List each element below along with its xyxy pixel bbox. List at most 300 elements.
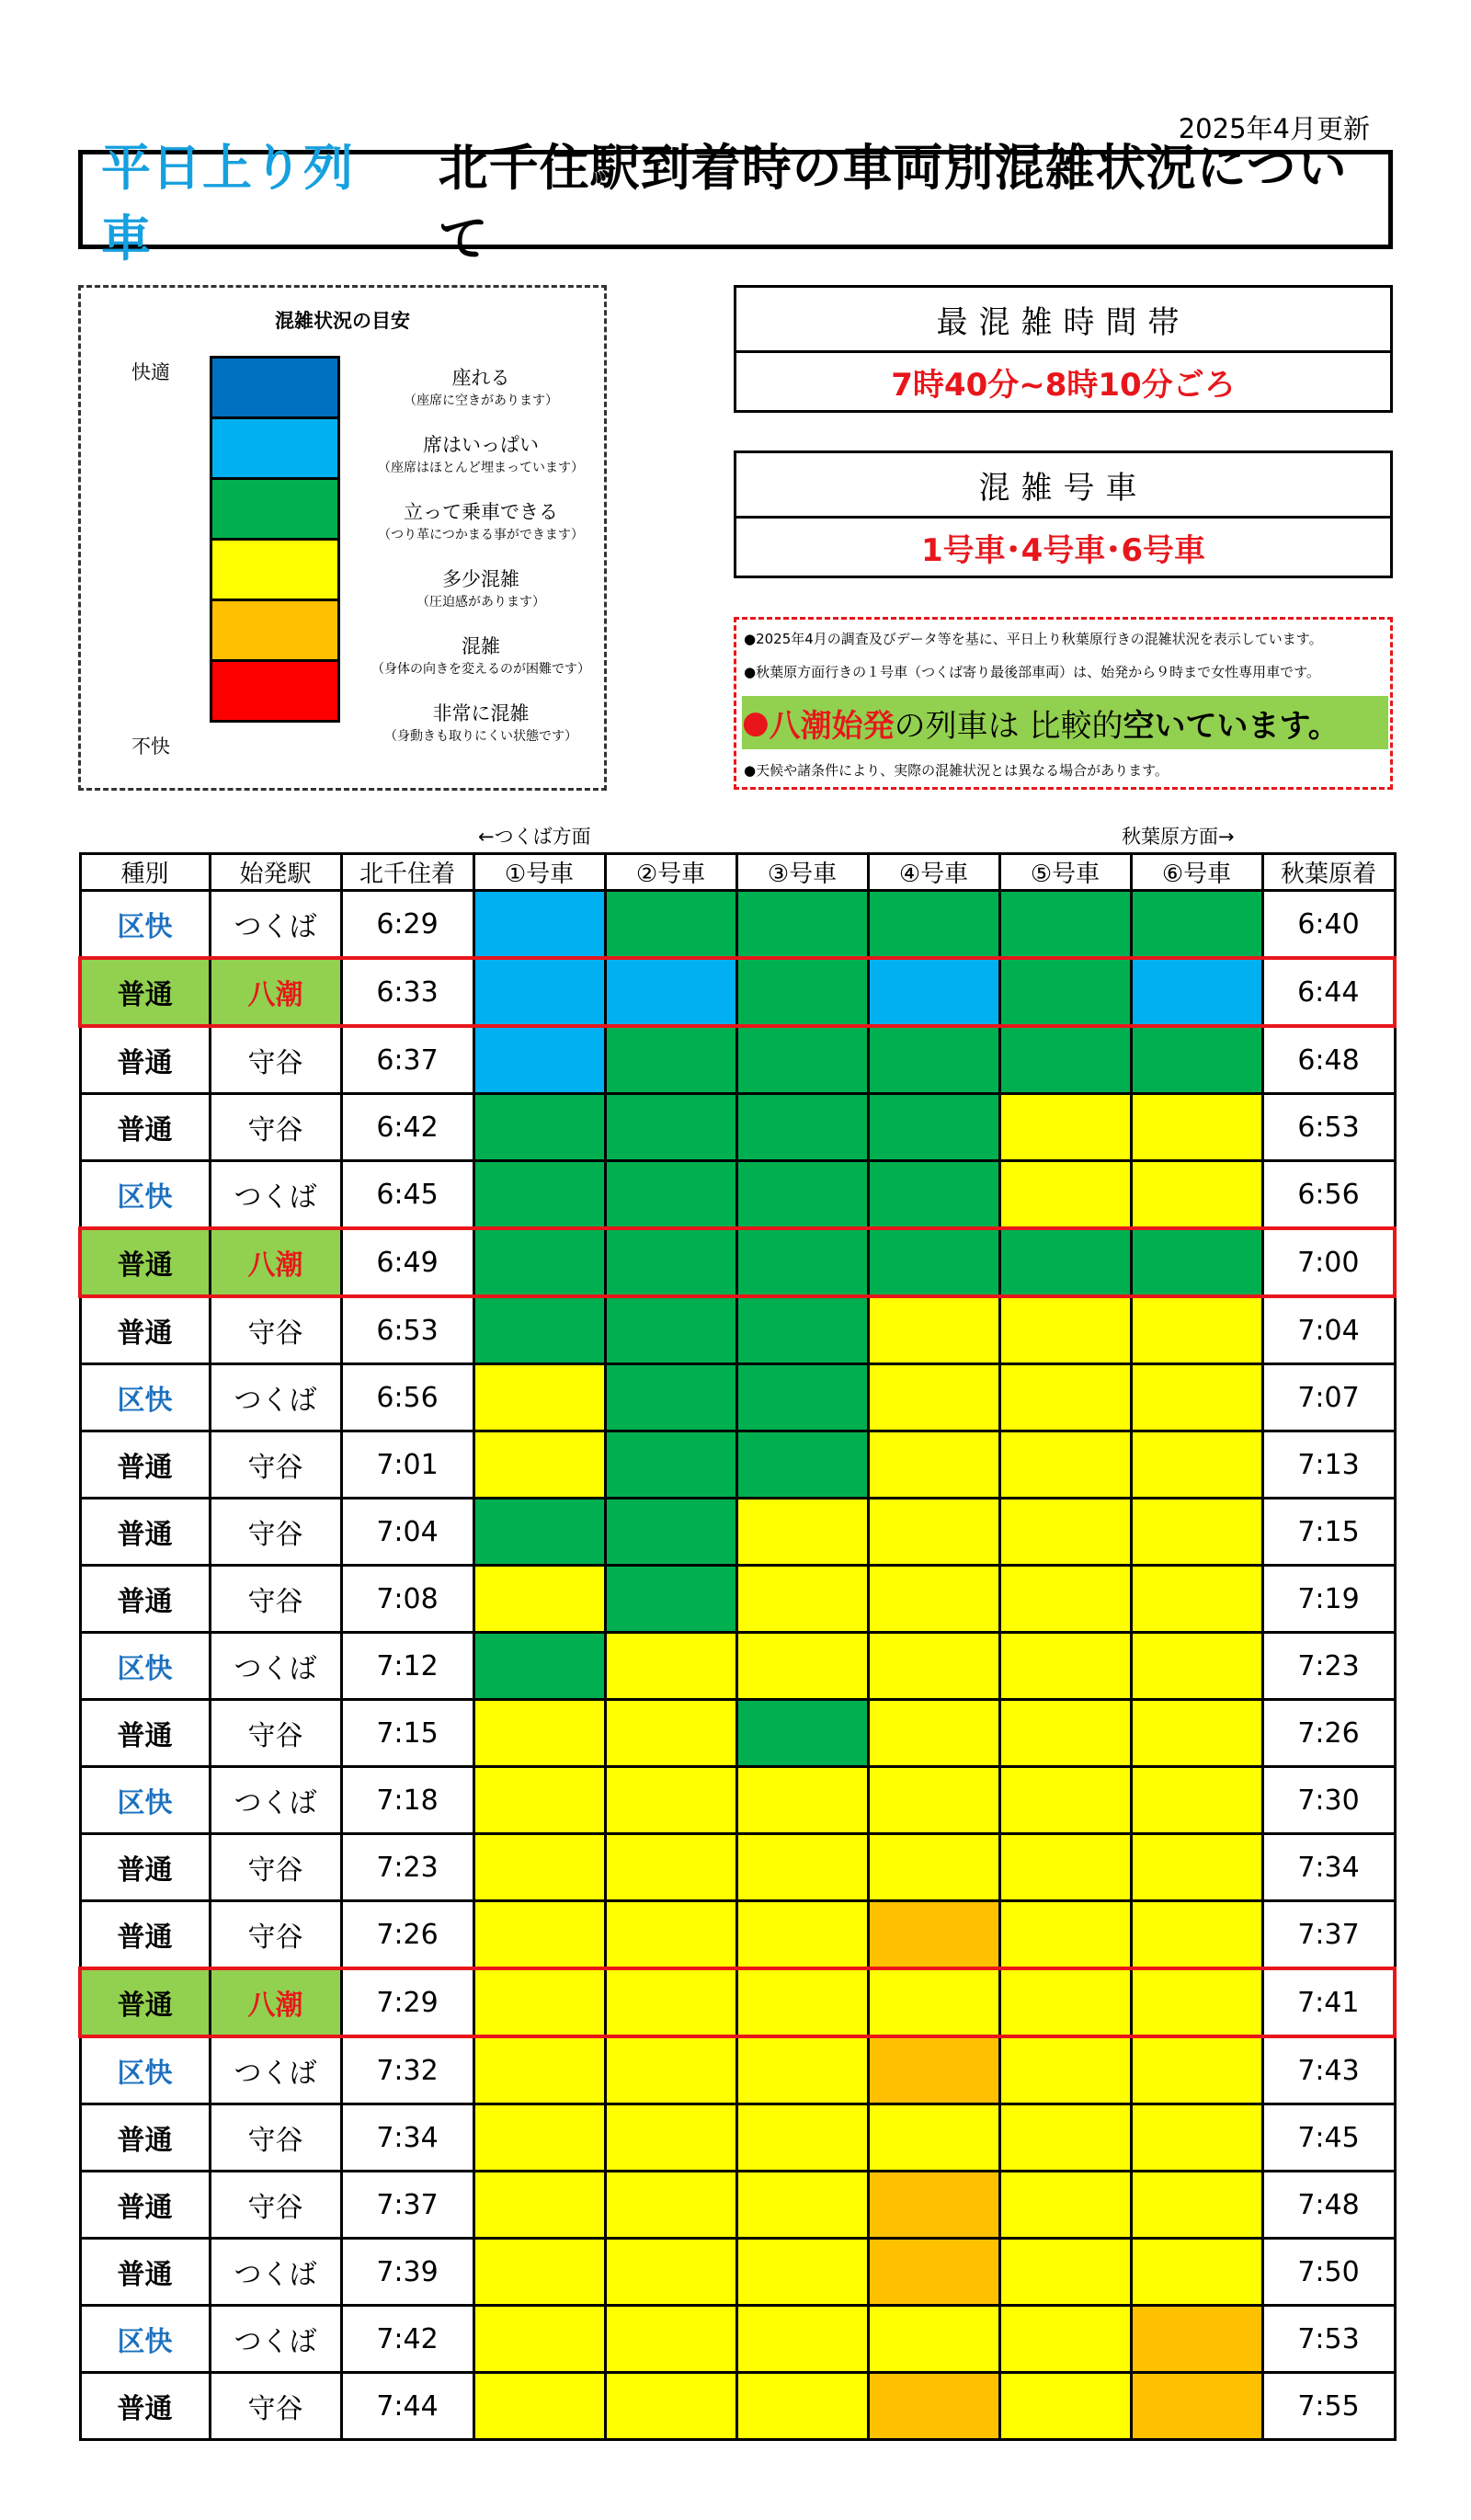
- car-5-congestion-cell: [999, 2373, 1131, 2440]
- car-1-congestion-cell: [473, 1633, 605, 1700]
- origin-station-cell: 守谷: [210, 1499, 341, 1566]
- train-type-cell: 普通: [80, 1499, 210, 1566]
- kitasenju-arrival-cell: 7:42: [341, 2306, 473, 2373]
- table-row: [80, 2306, 1395, 2373]
- legend-swatch-level-4: [210, 538, 340, 601]
- car-5-congestion-cell: [999, 891, 1131, 959]
- car-2-congestion-cell: [605, 1094, 736, 1161]
- peak-time-box: [734, 285, 1393, 413]
- origin-station-cell: つくば: [210, 2036, 341, 2104]
- car-6-congestion-cell: [1131, 2036, 1262, 2104]
- akihabara-arrival-cell: 7:15: [1262, 1499, 1395, 1566]
- car-3-congestion-cell: [736, 1364, 868, 1431]
- kitasenju-arrival-cell: 6:33: [341, 958, 473, 1026]
- train-type-cell: 普通: [80, 1026, 210, 1094]
- table-row: [80, 1834, 1395, 1901]
- direction-akihabara: 秋葉原方面→: [1122, 826, 1235, 848]
- train-type-cell: 区快: [80, 1633, 210, 1700]
- akihabara-arrival-cell: 6:53: [1262, 1094, 1395, 1161]
- kitasenju-arrival-cell: 6:56: [341, 1364, 473, 1431]
- header-type: 種別: [80, 854, 210, 891]
- car-2-congestion-cell: [605, 1161, 736, 1229]
- car-3-congestion-cell: [736, 958, 868, 1026]
- train-type-cell: 区快: [80, 1767, 210, 1834]
- car-2-congestion-cell: [605, 891, 736, 959]
- car-6-congestion-cell: [1131, 1026, 1262, 1094]
- car-5-congestion-cell: [999, 1834, 1131, 1901]
- car-4-congestion-cell: [868, 891, 999, 959]
- table-row: [80, 1161, 1395, 1229]
- yashio-highlight-note: [742, 696, 1388, 749]
- origin-station-cell: 守谷: [210, 1026, 341, 1094]
- kitasenju-arrival-cell: 6:42: [341, 1094, 473, 1161]
- legend-swatch-level-5: [210, 599, 340, 662]
- akihabara-arrival-cell: 7:30: [1262, 1767, 1395, 1834]
- car-4-congestion-cell: [868, 1094, 999, 1161]
- legend-swatch-level-3: [210, 477, 340, 541]
- legend-label-level-5: 混雑: [462, 635, 500, 657]
- car-5-congestion-cell: [999, 1968, 1131, 2036]
- car-2-congestion-cell: [605, 1901, 736, 1969]
- car-2-congestion-cell: [605, 2036, 736, 2104]
- car-4-congestion-cell: [868, 2373, 999, 2440]
- car-5-congestion-cell: [999, 2172, 1131, 2239]
- car-1-congestion-cell: [473, 1026, 605, 1094]
- car-6-congestion-cell: [1131, 2172, 1262, 2239]
- origin-station-cell: 守谷: [210, 1834, 341, 1901]
- car-4-congestion-cell: [868, 1296, 999, 1364]
- legend-label-level-1: 座れる: [451, 367, 510, 389]
- car-2-congestion-cell: [605, 2104, 736, 2172]
- note-women-only-car: ●秋葉原方面行きの１号車（つくば寄り最後部車両）は、始発から９時まで女性専用車です。: [744, 664, 1320, 680]
- car-4-congestion-cell: [868, 1161, 999, 1229]
- car-1-congestion-cell: [473, 1161, 605, 1229]
- car-2-congestion-cell: [605, 1364, 736, 1431]
- header-kitasenju-arrival: 北千住着: [341, 854, 473, 891]
- car-4-congestion-cell: [868, 1633, 999, 1700]
- origin-station-cell: 守谷: [210, 1901, 341, 1969]
- legend-label-level-4: 多少混雑: [442, 568, 519, 590]
- car-1-congestion-cell: [473, 1767, 605, 1834]
- car-1-congestion-cell: [473, 1431, 605, 1499]
- car-2-congestion-cell: [605, 1566, 736, 1633]
- car-4-congestion-cell: [868, 1228, 999, 1296]
- car-1-congestion-cell: [473, 2036, 605, 2104]
- kitasenju-arrival-cell: 7:32: [341, 2036, 473, 2104]
- car-4-congestion-cell: [868, 2172, 999, 2239]
- car-1-congestion-cell: [473, 2104, 605, 2172]
- train-type-cell: 普通: [80, 1228, 210, 1296]
- akihabara-arrival-cell: 7:00: [1262, 1228, 1395, 1296]
- car-3-congestion-cell: [736, 1566, 868, 1633]
- header-car-2: ②号車: [605, 854, 736, 891]
- car-1-congestion-cell: [473, 2306, 605, 2373]
- car-6-congestion-cell: [1131, 1364, 1262, 1431]
- car-6-congestion-cell: [1131, 891, 1262, 959]
- train-type-cell: 区快: [80, 1161, 210, 1229]
- origin-station-cell: 守谷: [210, 1296, 341, 1364]
- car-4-congestion-cell: [868, 1700, 999, 1767]
- kitasenju-arrival-cell: 7:44: [341, 2373, 473, 2440]
- legend-label-level-3: 立って乗車できる: [404, 501, 558, 523]
- car-6-congestion-cell: [1131, 1499, 1262, 1566]
- header-car-4: ④号車: [868, 854, 999, 891]
- kitasenju-arrival-cell: 6:29: [341, 891, 473, 959]
- origin-station-cell: 八潮: [210, 1228, 341, 1296]
- origin-station-cell: つくば: [210, 2239, 341, 2306]
- header-car-5: ⑤号車: [999, 854, 1131, 891]
- train-type-cell: 普通: [80, 2104, 210, 2172]
- car-5-congestion-cell: [999, 2239, 1131, 2306]
- car-4-congestion-cell: [868, 2306, 999, 2373]
- car-1-congestion-cell: [473, 1901, 605, 1969]
- car-2-congestion-cell: [605, 958, 736, 1026]
- car-4-congestion-cell: [868, 1834, 999, 1901]
- car-3-congestion-cell: [736, 1431, 868, 1499]
- car-6-congestion-cell: [1131, 958, 1262, 1026]
- crowded-cars-heading: 混雑号車: [736, 453, 1390, 519]
- peak-time-value: 7時40分~8時10分ごろ: [891, 366, 1236, 404]
- car-3-congestion-cell: [736, 2239, 868, 2306]
- origin-station-cell: 守谷: [210, 1566, 341, 1633]
- highlight-yashio: 八潮始発: [769, 707, 895, 745]
- legend-swatch-level-6: [210, 659, 340, 723]
- train-type-cell: 普通: [80, 2239, 210, 2306]
- car-2-congestion-cell: [605, 1228, 736, 1296]
- car-2-congestion-cell: [605, 1296, 736, 1364]
- akihabara-arrival-cell: 7:37: [1262, 1901, 1395, 1969]
- car-6-congestion-cell: [1131, 1296, 1262, 1364]
- car-3-congestion-cell: [736, 1296, 868, 1364]
- origin-station-cell: つくば: [210, 2306, 341, 2373]
- kitasenju-arrival-cell: 7:26: [341, 1901, 473, 1969]
- car-5-congestion-cell: [999, 1901, 1131, 1969]
- table-row: [80, 2036, 1395, 2104]
- legend-sub-level-2: （座席はほとんど埋まっています）: [378, 461, 584, 475]
- car-3-congestion-cell: [736, 1161, 868, 1229]
- kitasenju-arrival-cell: 6:37: [341, 1026, 473, 1094]
- table-row: [80, 1431, 1395, 1499]
- car-5-congestion-cell: [999, 2104, 1131, 2172]
- page-title: [78, 139, 1393, 268]
- akihabara-arrival-cell: 7:50: [1262, 2239, 1395, 2306]
- car-6-congestion-cell: [1131, 1228, 1262, 1296]
- train-type-cell: 区快: [80, 891, 210, 959]
- origin-station-cell: 守谷: [210, 2172, 341, 2239]
- table-row: [80, 2104, 1395, 2172]
- car-2-congestion-cell: [605, 1431, 736, 1499]
- kitasenju-arrival-cell: 6:45: [341, 1161, 473, 1229]
- car-6-congestion-cell: [1131, 1161, 1262, 1229]
- table-row: [80, 2172, 1395, 2239]
- car-6-congestion-cell: [1131, 1968, 1262, 2036]
- table-row: [80, 958, 1395, 1026]
- kitasenju-arrival-cell: 7:34: [341, 2104, 473, 2172]
- car-5-congestion-cell: [999, 1767, 1131, 1834]
- car-5-congestion-cell: [999, 2306, 1131, 2373]
- origin-station-cell: 守谷: [210, 2373, 341, 2440]
- car-1-congestion-cell: [473, 1094, 605, 1161]
- car-2-congestion-cell: [605, 1968, 736, 2036]
- car-3-congestion-cell: [736, 1228, 868, 1296]
- kitasenju-arrival-cell: 7:37: [341, 2172, 473, 2239]
- header-car-6: ⑥号車: [1131, 854, 1262, 891]
- car-3-congestion-cell: [736, 1633, 868, 1700]
- train-type-cell: 区快: [80, 1364, 210, 1431]
- car-6-congestion-cell: [1131, 2373, 1262, 2440]
- car-5-congestion-cell: [999, 1364, 1131, 1431]
- origin-station-cell: 守谷: [210, 1094, 341, 1161]
- table-row: [80, 1296, 1395, 1364]
- car-5-congestion-cell: [999, 1161, 1131, 1229]
- train-type-cell: 普通: [80, 1968, 210, 2036]
- car-3-congestion-cell: [736, 2104, 868, 2172]
- car-1-congestion-cell: [473, 1968, 605, 2036]
- car-6-congestion-cell: [1131, 1633, 1262, 1700]
- akihabara-arrival-cell: 7:41: [1262, 1968, 1395, 2036]
- table-row: [80, 1228, 1395, 1296]
- car-4-congestion-cell: [868, 1499, 999, 1566]
- car-3-congestion-cell: [736, 1026, 868, 1094]
- kitasenju-arrival-cell: 7:15: [341, 1700, 473, 1767]
- car-5-congestion-cell: [999, 1700, 1131, 1767]
- car-3-congestion-cell: [736, 1767, 868, 1834]
- table-row: [80, 1566, 1395, 1633]
- highlight-text: の列車は 比較的: [894, 707, 1123, 745]
- origin-station-cell: つくば: [210, 1161, 341, 1229]
- highlight-empty: 空いています。: [1123, 707, 1340, 745]
- car-1-congestion-cell: [473, 1296, 605, 1364]
- car-3-congestion-cell: [736, 891, 868, 959]
- table-row: [80, 1767, 1395, 1834]
- car-5-congestion-cell: [999, 1228, 1131, 1296]
- akihabara-arrival-cell: 6:40: [1262, 891, 1395, 959]
- table-row: [80, 2373, 1395, 2440]
- car-2-congestion-cell: [605, 1499, 736, 1566]
- akihabara-arrival-cell: 7:55: [1262, 2373, 1395, 2440]
- kitasenju-arrival-cell: 7:18: [341, 1767, 473, 1834]
- akihabara-arrival-cell: 7:07: [1262, 1364, 1395, 1431]
- table-row: [80, 1700, 1395, 1767]
- car-3-congestion-cell: [736, 1834, 868, 1901]
- train-type-cell: 普通: [80, 2373, 210, 2440]
- crowded-cars-box: [734, 450, 1393, 578]
- legend-sub-level-4: （圧迫感があります）: [416, 595, 545, 610]
- table-row: [80, 891, 1395, 959]
- car-1-congestion-cell: [473, 1228, 605, 1296]
- updated-date: 2025年4月更新: [1178, 113, 1370, 144]
- car-3-congestion-cell: [736, 1700, 868, 1767]
- akihabara-arrival-cell: 6:44: [1262, 958, 1395, 1026]
- akihabara-arrival-cell: 7:23: [1262, 1633, 1395, 1700]
- kitasenju-arrival-cell: 7:04: [341, 1499, 473, 1566]
- origin-station-cell: 守谷: [210, 1700, 341, 1767]
- akihabara-arrival-cell: 7:26: [1262, 1700, 1395, 1767]
- car-4-congestion-cell: [868, 2036, 999, 2104]
- car-1-congestion-cell: [473, 1364, 605, 1431]
- train-type-cell: 普通: [80, 1431, 210, 1499]
- title-main: 北千住駅到着時の車両別混雑状況について: [438, 139, 1348, 268]
- legend-sub-level-1: （座席に空きがあります）: [404, 393, 558, 408]
- car-3-congestion-cell: [736, 1499, 868, 1566]
- car-2-congestion-cell: [605, 2239, 736, 2306]
- table-row: [80, 1364, 1395, 1431]
- car-4-congestion-cell: [868, 1566, 999, 1633]
- title-category: 平日上り列車: [101, 139, 354, 268]
- car-4-congestion-cell: [868, 1901, 999, 1969]
- car-4-congestion-cell: [868, 1767, 999, 1834]
- akihabara-arrival-cell: 7:48: [1262, 2172, 1395, 2239]
- car-1-congestion-cell: [473, 1834, 605, 1901]
- table-row: [80, 1094, 1395, 1161]
- train-type-cell: 普通: [80, 1094, 210, 1161]
- highlight-bullet: ●: [742, 704, 770, 741]
- kitasenju-arrival-cell: 7:39: [341, 2239, 473, 2306]
- car-6-congestion-cell: [1131, 1834, 1262, 1901]
- congestion-table: [78, 852, 1397, 2441]
- crowded-cars-value: 1号車･4号車･6号車: [921, 531, 1205, 569]
- car-5-congestion-cell: [999, 1566, 1131, 1633]
- car-2-congestion-cell: [605, 2306, 736, 2373]
- akihabara-arrival-cell: 7:43: [1262, 2036, 1395, 2104]
- car-1-congestion-cell: [473, 1700, 605, 1767]
- header-origin: 始発駅: [210, 854, 341, 891]
- table-row: [80, 1026, 1395, 1094]
- car-4-congestion-cell: [868, 1364, 999, 1431]
- train-type-cell: 普通: [80, 2172, 210, 2239]
- car-2-congestion-cell: [605, 1767, 736, 1834]
- kitasenju-arrival-cell: 6:49: [341, 1228, 473, 1296]
- legend-title: 混雑状況の目安: [275, 310, 410, 332]
- akihabara-arrival-cell: 7:04: [1262, 1296, 1395, 1364]
- car-3-congestion-cell: [736, 2172, 868, 2239]
- car-2-congestion-cell: [605, 2172, 736, 2239]
- akihabara-arrival-cell: 7:19: [1262, 1566, 1395, 1633]
- train-type-cell: 普通: [80, 958, 210, 1026]
- legend-sub-level-5: （身体の向きを変えるのが困難です）: [371, 662, 590, 677]
- car-2-congestion-cell: [605, 2373, 736, 2440]
- car-5-congestion-cell: [999, 958, 1131, 1026]
- legend-sub-level-3: （つり革につかまる事ができます）: [378, 528, 584, 542]
- note-survey: ●2025年4月の調査及びデータ等を基に、平日上り秋葉原行きの混雑状況を表示しています。: [744, 631, 1323, 647]
- kitasenju-arrival-cell: 7:23: [341, 1834, 473, 1901]
- car-5-congestion-cell: [999, 1094, 1131, 1161]
- origin-station-cell: つくば: [210, 1767, 341, 1834]
- congestion-legend: [78, 285, 607, 791]
- table-row: [80, 1633, 1395, 1700]
- origin-station-cell: 八潮: [210, 1968, 341, 2036]
- car-5-congestion-cell: [999, 1633, 1131, 1700]
- akihabara-arrival-cell: 7:34: [1262, 1834, 1395, 1901]
- car-6-congestion-cell: [1131, 1566, 1262, 1633]
- car-6-congestion-cell: [1131, 2104, 1262, 2172]
- legend-label-level-6: 非常に混雑: [432, 702, 530, 724]
- akihabara-arrival-cell: 7:53: [1262, 2306, 1395, 2373]
- legend-swatch-level-1: [210, 356, 340, 419]
- kitasenju-arrival-cell: 7:29: [341, 1968, 473, 2036]
- car-6-congestion-cell: [1131, 1431, 1262, 1499]
- car-6-congestion-cell: [1131, 2239, 1262, 2306]
- car-4-congestion-cell: [868, 958, 999, 1026]
- car-6-congestion-cell: [1131, 1094, 1262, 1161]
- car-6-congestion-cell: [1131, 2306, 1262, 2373]
- car-2-congestion-cell: [605, 1633, 736, 1700]
- origin-station-cell: 守谷: [210, 2104, 341, 2172]
- car-1-congestion-cell: [473, 958, 605, 1026]
- legend-comfortable-label: 快適: [131, 361, 170, 383]
- peak-time-heading: 最混雑時間帯: [736, 288, 1390, 353]
- car-4-congestion-cell: [868, 1431, 999, 1499]
- train-type-cell: 区快: [80, 2306, 210, 2373]
- car-3-congestion-cell: [736, 2306, 868, 2373]
- origin-station-cell: 守谷: [210, 1431, 341, 1499]
- train-type-cell: 普通: [80, 1566, 210, 1633]
- car-4-congestion-cell: [868, 1026, 999, 1094]
- notes-box: [734, 617, 1393, 790]
- car-4-congestion-cell: [868, 2239, 999, 2306]
- legend-label-level-2: 席はいっぱい: [423, 434, 539, 456]
- car-2-congestion-cell: [605, 1026, 736, 1094]
- train-type-cell: 普通: [80, 1901, 210, 1969]
- train-type-cell: 普通: [80, 1834, 210, 1901]
- car-1-congestion-cell: [473, 2239, 605, 2306]
- car-1-congestion-cell: [473, 891, 605, 959]
- car-4-congestion-cell: [868, 2104, 999, 2172]
- origin-station-cell: つくば: [210, 1364, 341, 1431]
- akihabara-arrival-cell: 7:13: [1262, 1431, 1395, 1499]
- header-akihabara-arrival: 秋葉原着: [1262, 854, 1395, 891]
- train-type-cell: 普通: [80, 1700, 210, 1767]
- table-row: [80, 2239, 1395, 2306]
- akihabara-arrival-cell: 6:48: [1262, 1026, 1395, 1094]
- car-1-congestion-cell: [473, 2373, 605, 2440]
- car-1-congestion-cell: [473, 1499, 605, 1566]
- origin-station-cell: つくば: [210, 891, 341, 959]
- akihabara-arrival-cell: 6:56: [1262, 1161, 1395, 1229]
- car-5-congestion-cell: [999, 1431, 1131, 1499]
- car-1-congestion-cell: [473, 2172, 605, 2239]
- akihabara-arrival-cell: 7:45: [1262, 2104, 1395, 2172]
- car-6-congestion-cell: [1131, 1901, 1262, 1969]
- header-car-1: ①号車: [473, 854, 605, 891]
- car-3-congestion-cell: [736, 1901, 868, 1969]
- car-3-congestion-cell: [736, 2373, 868, 2440]
- kitasenju-arrival-cell: 7:01: [341, 1431, 473, 1499]
- train-type-cell: 普通: [80, 1296, 210, 1364]
- table-header-row: [80, 854, 1395, 891]
- car-2-congestion-cell: [605, 1700, 736, 1767]
- note-disclaimer: ●天候や諸条件により、実際の混雑状況とは異なる場合があります。: [744, 762, 1169, 779]
- table-row: [80, 1968, 1395, 2036]
- car-5-congestion-cell: [999, 1296, 1131, 1364]
- legend-uncomfortable-label: 不快: [131, 735, 170, 758]
- legend-swatch-level-2: [210, 416, 340, 480]
- header-car-3: ③号車: [736, 854, 868, 891]
- car-3-congestion-cell: [736, 2036, 868, 2104]
- car-2-congestion-cell: [605, 1834, 736, 1901]
- legend-sub-level-6: （身動きも取りにくい状態です）: [384, 729, 577, 744]
- table-row: [80, 1901, 1395, 1969]
- car-3-congestion-cell: [736, 1968, 868, 2036]
- kitasenju-arrival-cell: 6:53: [341, 1296, 473, 1364]
- car-1-congestion-cell: [473, 1566, 605, 1633]
- direction-tsukuba: ←つくば方面: [478, 826, 591, 848]
- car-6-congestion-cell: [1131, 1767, 1262, 1834]
- car-3-congestion-cell: [736, 1094, 868, 1161]
- car-6-congestion-cell: [1131, 1700, 1262, 1767]
- car-5-congestion-cell: [999, 1499, 1131, 1566]
- car-5-congestion-cell: [999, 1026, 1131, 1094]
